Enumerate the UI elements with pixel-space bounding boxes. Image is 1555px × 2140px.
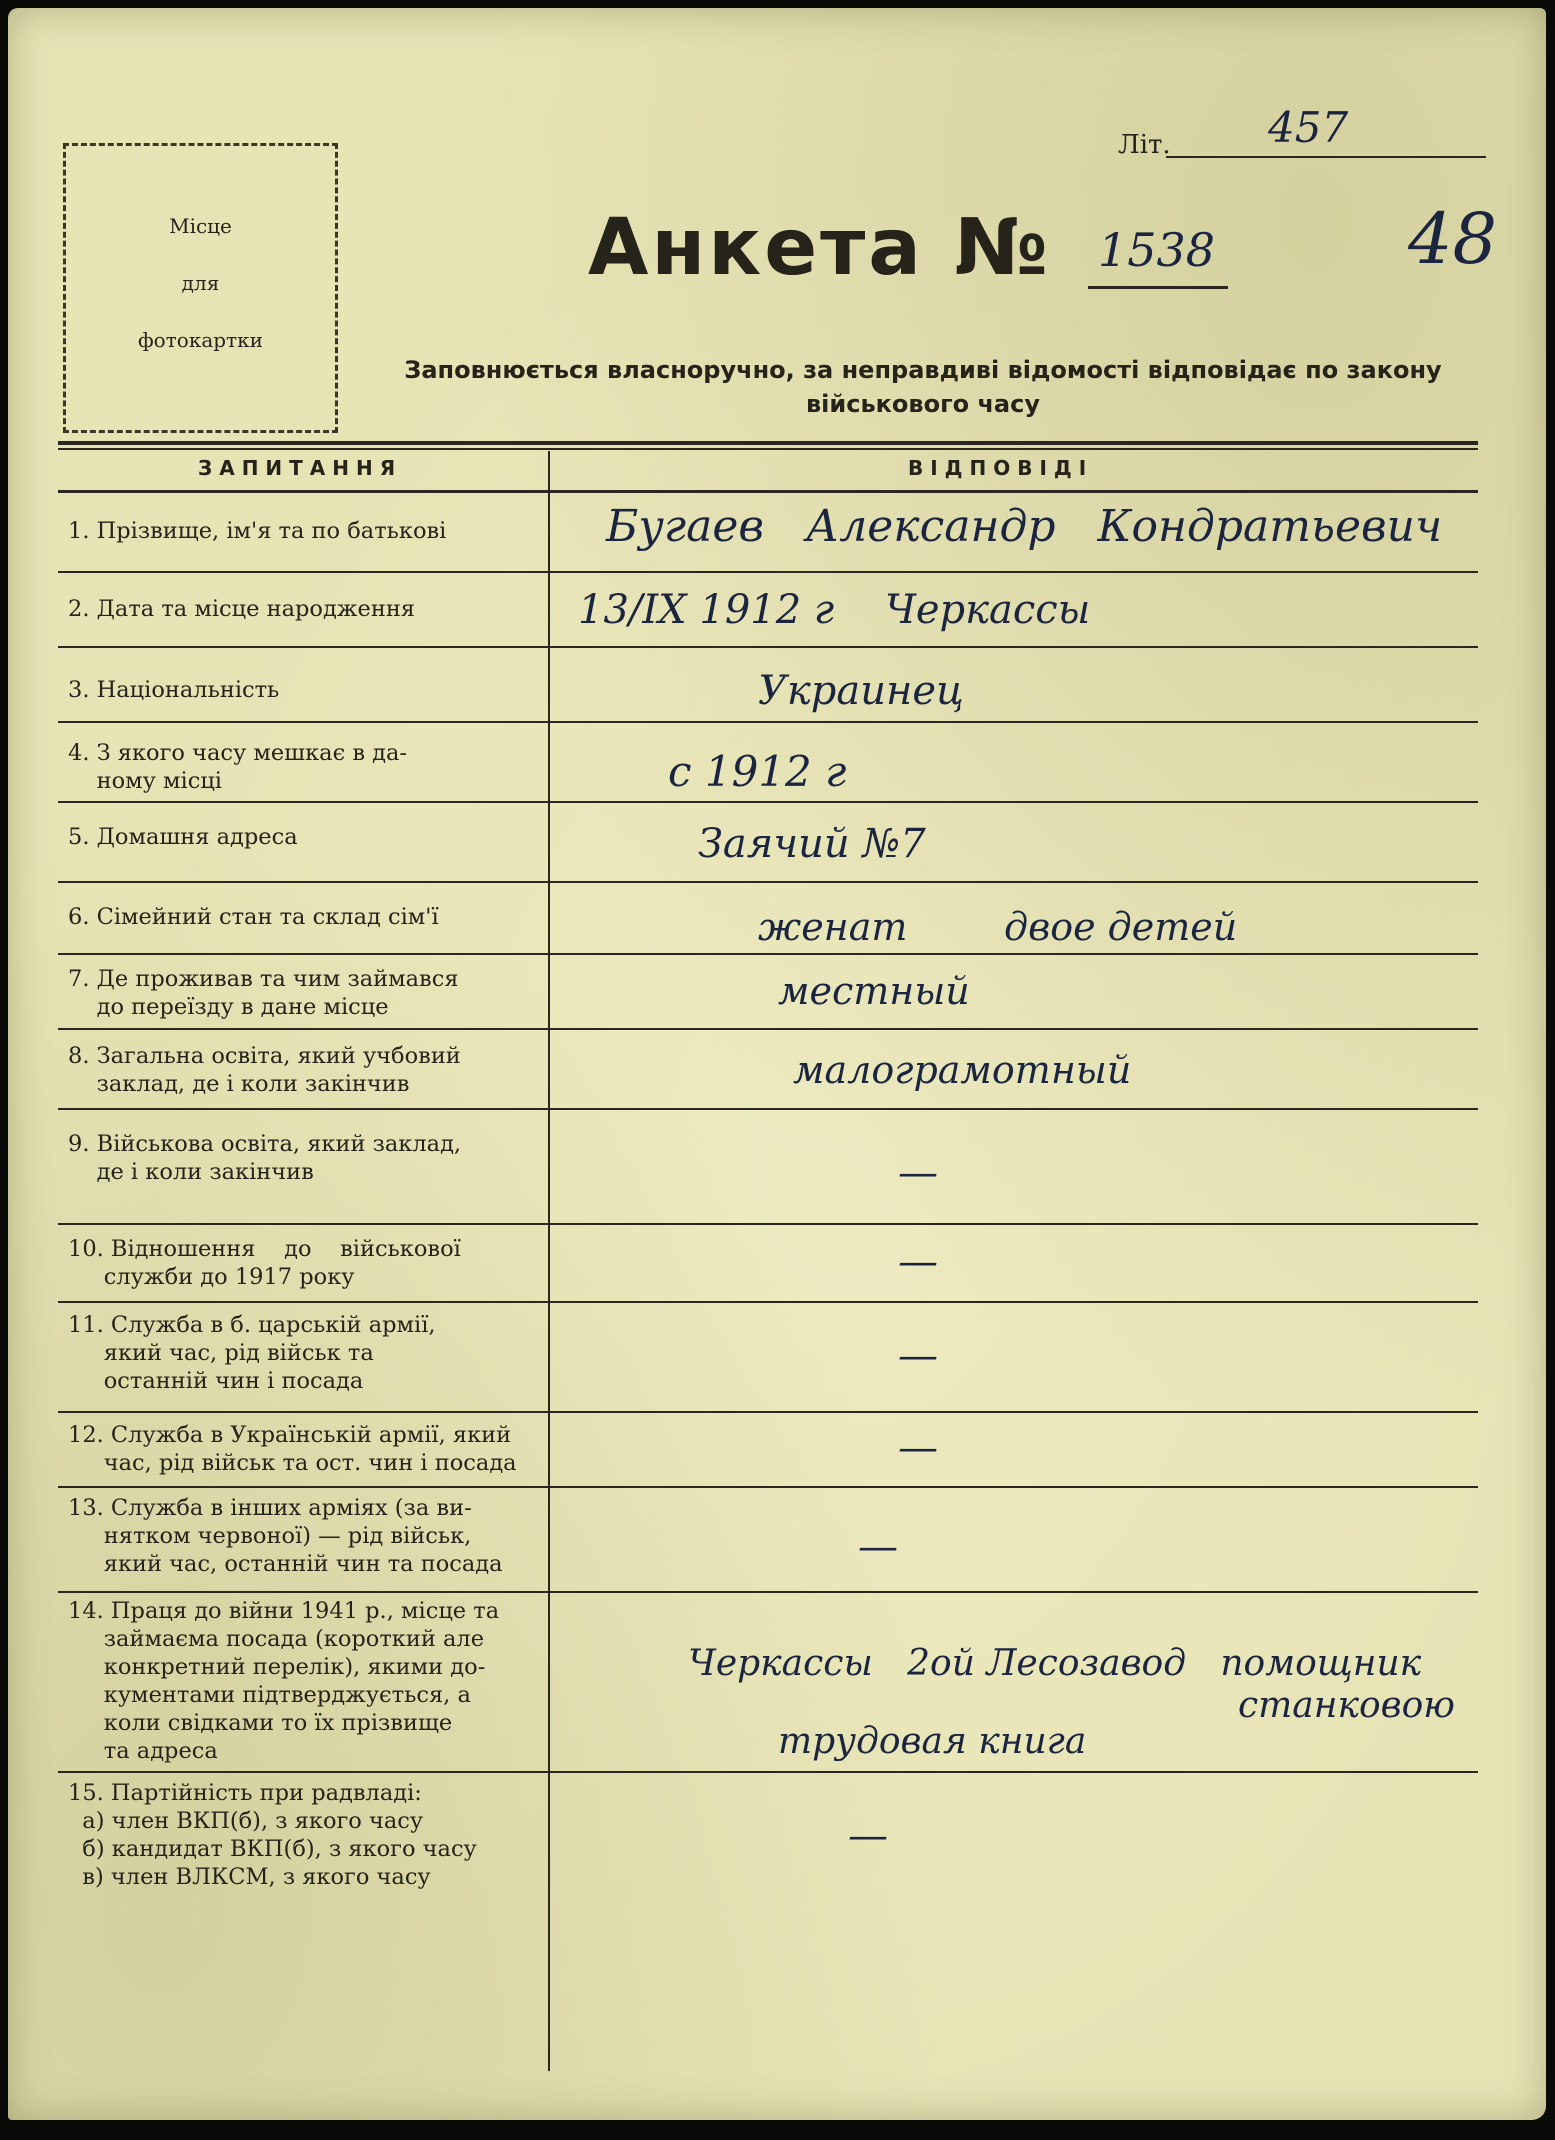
answer-6: женат двое детей (758, 905, 1238, 949)
question-9: 9. Військова освіта, який заклад, де і коли закінчив (68, 1131, 462, 1185)
form-title: Анкета № (588, 203, 1051, 293)
form-row-13 (58, 1488, 1478, 1593)
header-rule-thick (58, 441, 1478, 445)
answer-3: Украинец (758, 668, 964, 714)
form-row-2 (58, 573, 1478, 648)
answer-14-line2: станковою (1238, 1685, 1455, 1726)
lit-underline (1166, 156, 1486, 158)
form-row-8 (58, 1030, 1478, 1110)
photo-label-line2: для (181, 271, 220, 295)
answer-13: — (858, 1524, 898, 1570)
question-3: 3. Національність (68, 677, 280, 703)
answer-8: малограмотный (793, 1048, 1132, 1092)
form-sheet (8, 8, 1546, 2120)
question-1: 1. Прізвище, ім'я та по батькові (68, 518, 447, 544)
form-row-4 (58, 723, 1478, 803)
answer-14-line3: трудовая книга (778, 1721, 1087, 1762)
answer-11: — (898, 1333, 938, 1379)
form-number-underline (1088, 286, 1228, 289)
answer-9: — (898, 1150, 938, 1196)
form-row-15 (58, 1773, 1478, 1903)
answer-7: местный (778, 969, 970, 1013)
form-row-6 (58, 883, 1478, 955)
form-row-5 (58, 803, 1478, 883)
form-row-11 (58, 1303, 1478, 1413)
lit-label: Літ. (1118, 130, 1171, 160)
answer-15: — (848, 1813, 888, 1859)
question-11: 11. Служба в б. царській армії, який час, рід військ та останній чин і посада (68, 1312, 436, 1394)
question-6: 6. Сімейний стан та склад сім'ї (68, 904, 439, 930)
photo-label-line1: Місце (169, 214, 232, 238)
question-10: 10. Відношення до військової служби до 1917 року (68, 1236, 461, 1290)
photo-placeholder (63, 143, 338, 433)
question-2: 2. Дата та місце народження (68, 596, 416, 622)
question-13: 13. Служба в інших арміях (за ви- нятком червоної) — рід військ, який час, останній чин та посада (68, 1495, 503, 1577)
question-4: 4. З якого часу мешкає в да- ному місці (68, 740, 408, 794)
form-row-12 (58, 1413, 1478, 1488)
answer-4: с 1912 г (668, 747, 847, 796)
form-row-10 (58, 1225, 1478, 1303)
form-row-14 (58, 1593, 1478, 1773)
form-row-7 (58, 955, 1478, 1030)
form-subtitle (368, 353, 1478, 421)
question-14: 14. Праця до війни 1941 р., місце та займаєма посада (короткий але конкретний перелік), якими до- кументами підтверджується, а коли свідками то їх прізвище та адреса (68, 1598, 500, 1764)
answer-12: — (898, 1425, 938, 1471)
form-row-3 (58, 648, 1478, 723)
answer-14-line1: Черкассы 2ой Лесозавод помощник (688, 1643, 1422, 1684)
form-row-1 (58, 493, 1478, 573)
header-rule-thin (58, 448, 1478, 450)
question-7: 7. Де проживав та чим займався до переїзду в дане місце (68, 966, 459, 1020)
lit-value: 457 (1268, 103, 1349, 152)
question-5: 5. Домашня адреса (68, 824, 298, 850)
question-15: 15. Партійність при радвладі: а) член ВКП(б), з якого часу б) кандидат ВКП(б), з якого часу в) член ВЛКСМ, з якого часу (68, 1780, 477, 1890)
page-number: 48 (1408, 198, 1498, 280)
subtitle-line2: військового часу (805, 390, 1040, 418)
form-row-9 (58, 1110, 1478, 1225)
question-8: 8. Загальна освіта, який учбовий заклад, де і коли закінчив (68, 1043, 461, 1097)
answer-1: Бугаев Александр Кондратьевич (606, 501, 1443, 552)
question-12: 12. Служба в Українській армії, який час, рід військ та ост. чин і посада (68, 1422, 517, 1476)
answers-column-header: ВІДПОВІДІ (908, 456, 1094, 480)
answer-5: Заячий №7 (698, 821, 926, 867)
form-number: 1538 (1098, 223, 1216, 277)
answer-2: 13/IX 1912 г Черкассы (578, 587, 1091, 633)
questions-column-header: ЗАПИТАННЯ (198, 456, 403, 480)
photo-label-line3: фотокартки (138, 328, 263, 352)
subtitle-line1: Заповнюється власноручно, за неправдиві відомості відповідає по закону (404, 356, 1442, 384)
answer-10: — (898, 1239, 938, 1285)
